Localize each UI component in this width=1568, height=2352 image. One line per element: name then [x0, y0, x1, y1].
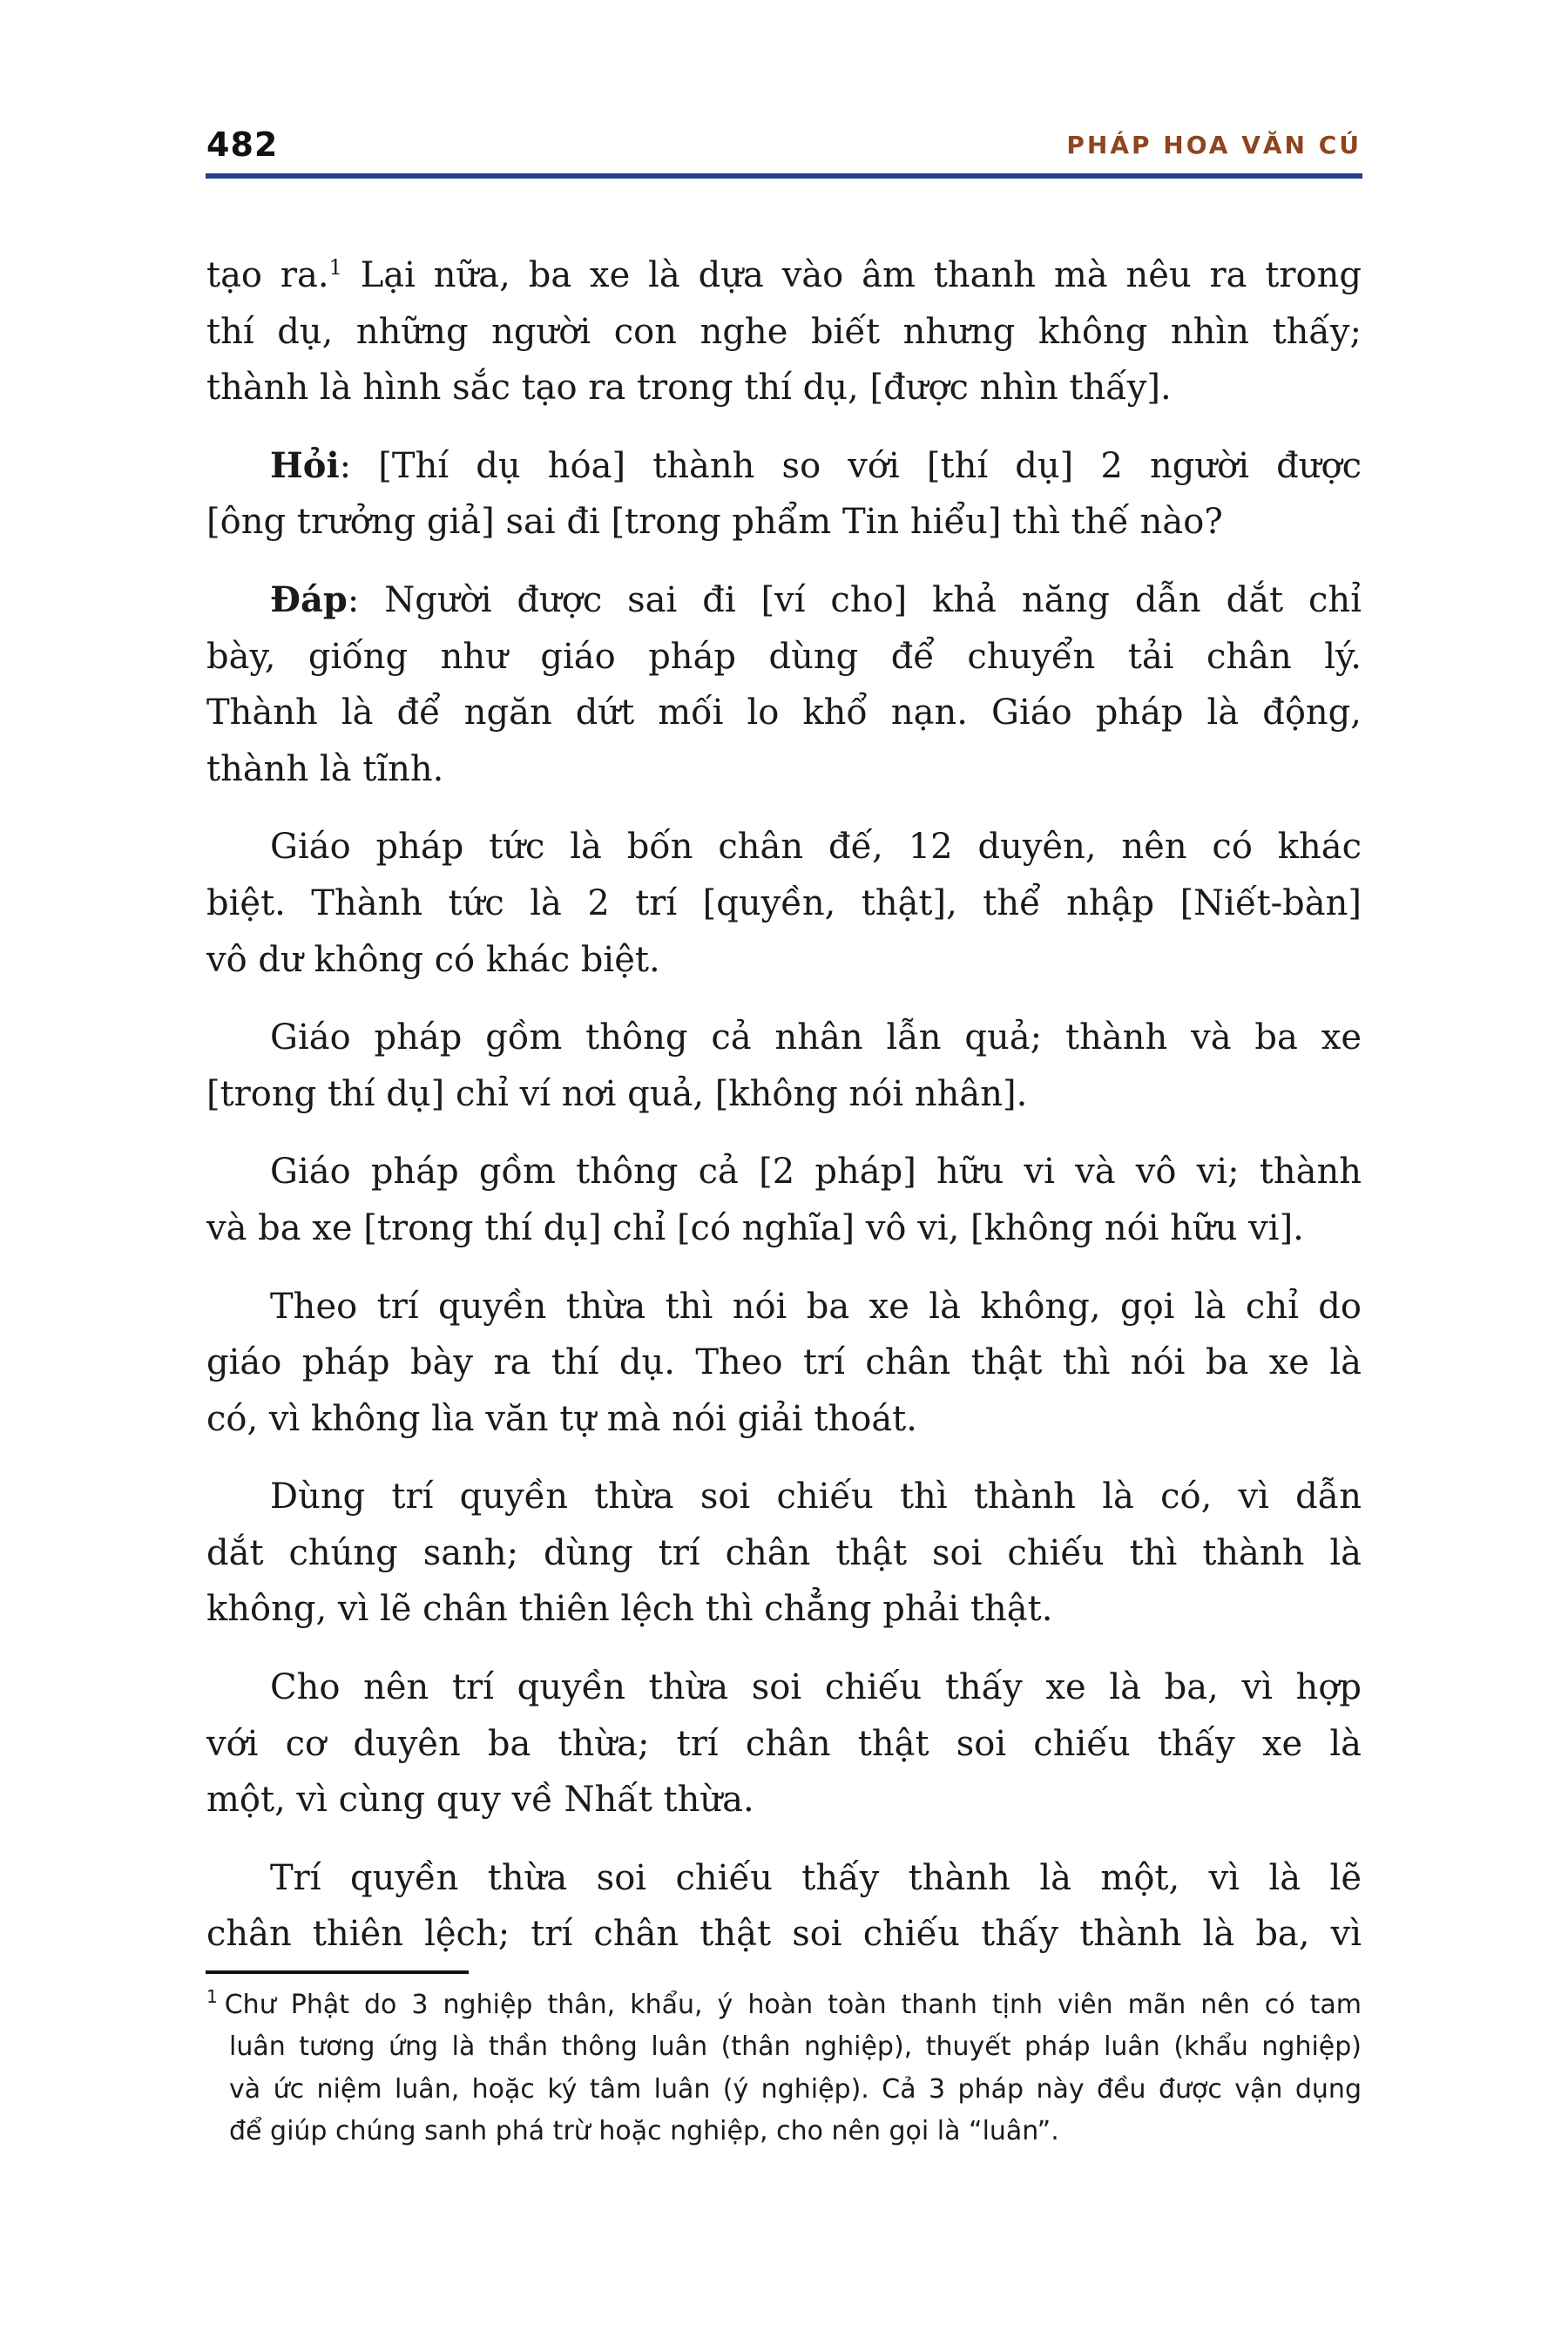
text-line	[206, 360, 1362, 416]
footnote-text: Chư Phật do 3 nghiệp thân, khẩu, ý hoàn toàn thanh tịnh viên mãn nên có tam	[224, 1990, 1362, 2020]
text-line	[206, 1659, 1362, 1716]
paragraph	[206, 572, 1362, 797]
text-line	[206, 572, 1362, 629]
text-line	[206, 1581, 1362, 1638]
text-fragment: Lại nữa, ba xe là dựa vào âm thanh mà nêu ra trong	[341, 255, 1362, 295]
text-fragment: Dùng trí quyền thừa soi chiếu thì thành là có, vì dẫn	[270, 1477, 1362, 1517]
text-line	[206, 1279, 1362, 1335]
text-fragment: vô dư không có khác biệt.	[206, 939, 660, 980]
text-line	[206, 438, 1362, 495]
text-fragment: thành là hình sắc tạo ra trong thí dụ, [được nhìn thấy].	[206, 368, 1172, 409]
footnote-separator	[206, 1970, 469, 1974]
text-fragment: dắt chúng sanh; dùng trí chân thật soi chiếu thì thành là	[206, 1532, 1362, 1573]
text-fragment: chân thiên lệch; trí chân thật soi chiếu thấy thành là ba, vì	[206, 1914, 1362, 1955]
text-fragment: : Người được sai đi [ví cho] khả năng dẫn dắt chỉ	[347, 579, 1362, 620]
text-fragment: và ba xe [trong thí dụ] chỉ [có nghĩa] vô vi, [không nói hữu vi].	[206, 1207, 1304, 1248]
text-fragment: Giáo pháp tức là bốn chân đế, 12 duyên, nên có khác	[270, 827, 1362, 868]
text-line	[206, 932, 1362, 989]
text-fragment: thành là tĩnh.	[206, 748, 444, 789]
footnote-line	[206, 2026, 1362, 2068]
text-fragment: Theo trí quyền thừa thì nói ba xe là không, gọi là chỉ do	[270, 1286, 1362, 1327]
text-fragment: có, vì không lìa văn tự mà nói giải thoát.	[206, 1398, 917, 1439]
text-line	[206, 819, 1362, 875]
text-fragment: [ông trưởng giả] sai đi [trong phẩm Tin hiểu] thì thế nào?	[206, 502, 1223, 543]
text-line	[206, 1066, 1362, 1123]
lead-label: Đáp	[270, 578, 348, 620]
text-fragment: biệt. Thành tức là 2 trí [quyền, thật], thể nhập [Niết-bàn]	[206, 882, 1362, 923]
text-line	[206, 1200, 1362, 1257]
paragraph	[206, 1469, 1362, 1638]
text-line	[206, 247, 1362, 304]
text-line	[206, 1010, 1362, 1066]
text-fragment: với cơ duyên ba thừa; trí chân thật soi chiếu thấy xe là	[206, 1723, 1362, 1764]
text-line	[206, 1391, 1362, 1448]
lead-label: Hỏi	[270, 444, 340, 486]
text-line	[206, 685, 1362, 741]
footnote-text: để giúp chúng sanh phá trừ hoặc nghiệp, cho nên gọi là “luân”.	[229, 2115, 1059, 2146]
text-fragment: Giáo pháp gồm thông cả nhân lẫn quả; thành và ba xe	[270, 1017, 1362, 1058]
paragraph	[206, 819, 1362, 988]
text-line	[206, 629, 1362, 686]
book-title: PHÁP HOA VĂN CÚ	[1066, 131, 1362, 159]
text-line	[206, 875, 1362, 932]
footnote-line	[206, 2069, 1362, 2111]
footnote-line	[206, 1984, 1362, 2026]
body-text	[206, 247, 1362, 1984]
footnotes	[206, 1984, 1362, 2153]
text-fragment: giáo pháp bày ra thí dụ. Theo trí chân thật thì nói ba xe là	[206, 1342, 1362, 1383]
footnote	[206, 1984, 1362, 2153]
text-line	[206, 1144, 1362, 1200]
text-line	[206, 1525, 1362, 1582]
footnote-reference[interactable]: 1	[328, 255, 342, 280]
text-fragment: Thành là để ngăn dứt mối lo khổ nạn. Giáo pháp là động,	[206, 693, 1362, 733]
footnote-line	[206, 2111, 1362, 2153]
paragraph	[206, 1144, 1362, 1256]
text-fragment: Trí quyền thừa soi chiếu thấy thành là một, vì là lẽ	[270, 1857, 1362, 1898]
paragraph	[206, 247, 1362, 416]
footnote-text: và ức niệm luân, hoặc ký tâm luân (ý nghiệp). Cả 3 pháp này đều được vận dụng	[229, 2073, 1362, 2105]
text-line	[206, 1906, 1362, 1963]
running-header	[206, 124, 1362, 166]
text-line	[206, 304, 1362, 361]
paragraph	[206, 1850, 1362, 1963]
paragraph	[206, 438, 1362, 551]
text-fragment: tạo ra.	[206, 255, 329, 295]
text-fragment: bày, giống như giáo pháp dùng để chuyển tải chân lý.	[206, 636, 1362, 677]
header-rule	[206, 173, 1362, 179]
text-line	[206, 1716, 1362, 1773]
paragraph	[206, 1010, 1362, 1122]
text-line	[206, 741, 1362, 798]
footnote-text: luân tương ứng là thần thông luân (thân nghiệp), thuyết pháp luân (khẩu nghiệp)	[229, 2031, 1362, 2063]
text-fragment: Cho nên trí quyền thừa soi chiếu thấy xe là ba, vì hợp	[270, 1667, 1362, 1708]
text-line	[206, 1469, 1362, 1525]
text-fragment: không, vì lẽ chân thiên lệch thì chẳng phải thật.	[206, 1589, 1053, 1630]
paragraph	[206, 1279, 1362, 1448]
text-fragment: : [Thí dụ hóa] thành so với [thí dụ] 2 người được	[339, 445, 1362, 486]
page-number: 482	[206, 125, 279, 164]
text-line	[206, 1335, 1362, 1391]
text-fragment: [trong thí dụ] chỉ ví nơi quả, [không nói nhân].	[206, 1073, 1028, 1114]
paragraph	[206, 1659, 1362, 1828]
footnote-mark: 1	[206, 1986, 218, 2007]
text-line	[206, 1850, 1362, 1907]
text-fragment: Giáo pháp gồm thông cả [2 pháp] hữu vi và vô vi; thành	[270, 1152, 1362, 1193]
text-fragment: một, vì cùng quy về Nhất thừa.	[206, 1780, 754, 1821]
text-line	[206, 494, 1362, 551]
text-line	[206, 1772, 1362, 1828]
text-fragment: thí dụ, những người con nghe biết nhưng không nhìn thấy;	[206, 311, 1362, 352]
